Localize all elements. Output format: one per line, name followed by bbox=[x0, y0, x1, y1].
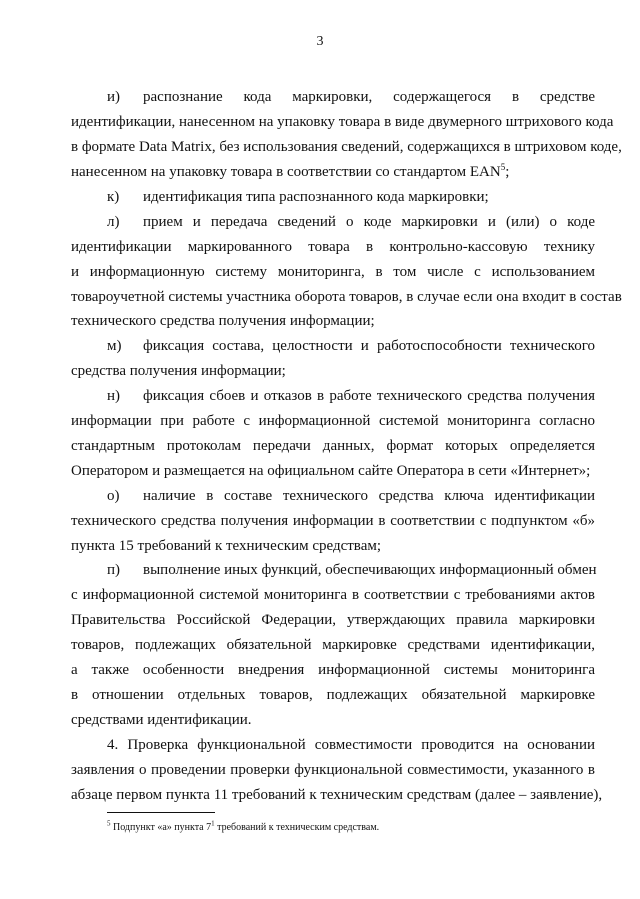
item-n-line-2: информации при работе с информационной системой мониторинга согласно bbox=[71, 413, 595, 429]
item-i-label: и) bbox=[107, 89, 121, 105]
item-m-label: м) bbox=[107, 338, 122, 354]
item-p-line-4: товаров, подлежащих обязательной маркировке средствами идентификации, bbox=[71, 637, 595, 653]
para4-line-2: заявления о проведении проверки функциональной совместимости, указанного в bbox=[71, 762, 595, 778]
item-p-line-5: а также особенности внедрения информационной системы мониторинга bbox=[71, 662, 595, 678]
item-p-line-1: п) выполнение иных функций, обеспечивающих информационный обмен bbox=[107, 562, 597, 578]
item-n-line-3: стандартным протоколам передачи данных, формат которых определяется bbox=[71, 438, 595, 454]
page-number: 3 bbox=[316, 34, 324, 49]
footnote-number: 5 bbox=[107, 819, 111, 828]
footnote: $^5$ Подпункт «а» пункта $7^1$ требований к техническим средствам. bbox=[107, 819, 380, 833]
item-l-label: л) bbox=[107, 214, 120, 230]
item-i-line-4: нанесенном на упаковку товара в соответствии со стандартом EAN$^5$; bbox=[71, 162, 510, 180]
item-i-line-2: идентификации, нанесенном на упаковку товара в виде двумерного штрихового кода bbox=[71, 114, 614, 130]
item-o-label: о) bbox=[107, 488, 120, 504]
item-i-line-1: и) распознание кода маркировки, содержащегося в средстве bbox=[107, 89, 595, 105]
item-o-line-3: пункта 15 требований к техническим средствам; bbox=[71, 538, 382, 554]
footnote-separator bbox=[107, 812, 215, 813]
item-p-label: п) bbox=[107, 562, 121, 578]
item-k-line-1: к) идентификация типа распознанного кода маркировки; bbox=[107, 189, 489, 205]
item-l-line-5: технического средства получения информации; bbox=[71, 313, 375, 329]
item-m-line-1: м) фиксация состава, целостности и работоспособности технического bbox=[107, 338, 595, 354]
item-o-line-1: о) наличие в составе технического средства ключа идентификации bbox=[107, 488, 595, 504]
item-p-line-3: Правительства Российской Федерации, утверждающих правила маркировки bbox=[71, 612, 595, 628]
item-i-line-3: в формате Data Matrix, без использования сведений, содержащихся в штриховом коде, bbox=[71, 139, 622, 155]
item-l-line-4: товароучетной системы участника оборота товаров, в случае если она входит в состав bbox=[71, 289, 622, 305]
item-o-line-2: технического средства получения информации в соответствии с подпунктом «б» bbox=[71, 513, 595, 529]
item-n-line-1: н) фиксация сбоев и отказов в работе технического средства получения bbox=[107, 388, 595, 404]
para4-line-1: 4. Проверка функциональной совместимости проводится на основании bbox=[107, 737, 595, 753]
item-n-label: н) bbox=[107, 388, 121, 404]
footnote-ref: 5 bbox=[500, 162, 506, 172]
item-l-line-1: л) прием и передача сведений о коде маркировки и (или) о коде bbox=[107, 214, 595, 230]
item-m-line-2: средства получения информации; bbox=[71, 363, 286, 379]
item-p-line-7: средствами идентификации. bbox=[71, 712, 252, 728]
item-p-line-2: с информационной системой мониторинга в соответствии с требованиями актов bbox=[71, 587, 595, 603]
item-n-line-4: Оператором и размещается на официальном сайте Оператора в сети «Интернет»; bbox=[71, 463, 591, 479]
item-l-line-3: и информационную систему мониторинга, в том числе с использованием bbox=[71, 264, 595, 280]
item-k-label: к) bbox=[107, 189, 120, 205]
para4-line-3: абзаце первом пункта 11 требований к техническим средствам (далее – заявление), bbox=[71, 787, 603, 803]
item-l-line-2: идентификации маркированного товара в контрольно-кассовую технику bbox=[71, 239, 595, 255]
item-p-line-6: в отношении отдельных товаров, подлежащих обязательной маркировке bbox=[71, 687, 595, 703]
